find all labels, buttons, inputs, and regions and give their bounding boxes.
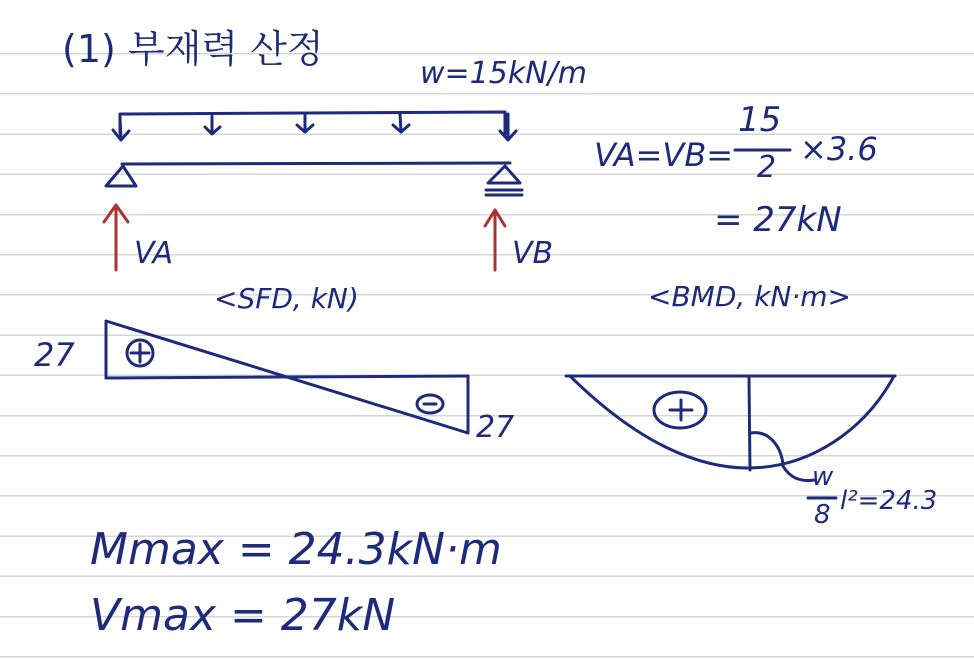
- bmd-formula-numerator: w: [812, 462, 834, 492]
- bmd-title: <BMD, kN·m>: [648, 280, 851, 313]
- sfd-left-value: 27: [34, 336, 75, 374]
- load-arrow: [113, 118, 129, 140]
- load-arrow: [500, 114, 516, 140]
- load-arrow: [393, 114, 409, 132]
- support-a-label: VA: [134, 236, 174, 271]
- distributed-load-bar: [120, 112, 505, 134]
- support-b-label: VB: [512, 236, 554, 271]
- load-arrow: [205, 116, 220, 134]
- max-shear-result: Vmax = 27kN: [90, 590, 396, 641]
- bmd-center-line: [749, 378, 750, 470]
- sfd-title: <SFD, kN): [214, 282, 359, 315]
- reaction-lhs: VA=VB=: [594, 136, 734, 174]
- roller-support-b: [486, 166, 522, 195]
- sfd-right-value: 27: [476, 410, 515, 445]
- bmd-leader: [783, 466, 815, 480]
- bmd-plus-mark: [670, 400, 692, 420]
- max-moment-result: Mmax = 24.3kN·m: [90, 524, 502, 575]
- sfd-plus-mark: [131, 344, 149, 362]
- reaction-arrow-a: [104, 205, 128, 270]
- reaction-numerator: 15: [738, 100, 782, 140]
- beam: [122, 163, 510, 164]
- bmd-curve: [570, 376, 894, 468]
- load-arrow: [297, 114, 313, 132]
- bmd-formula-denominator: 8: [814, 500, 831, 530]
- distributed-load-label: w=15kN/m: [420, 56, 587, 91]
- section-heading: (1) 부재력 산정: [62, 27, 324, 71]
- reaction-arrow-b: [485, 210, 505, 270]
- reaction-factor: ×3.6: [800, 130, 878, 168]
- bmd-formula-tail: l²=24.3: [840, 486, 938, 516]
- reaction-result: = 27kN: [714, 200, 842, 240]
- reaction-denominator: 2: [757, 150, 777, 185]
- pin-support-a: [106, 166, 136, 186]
- bmd-right-angle: [751, 433, 783, 466]
